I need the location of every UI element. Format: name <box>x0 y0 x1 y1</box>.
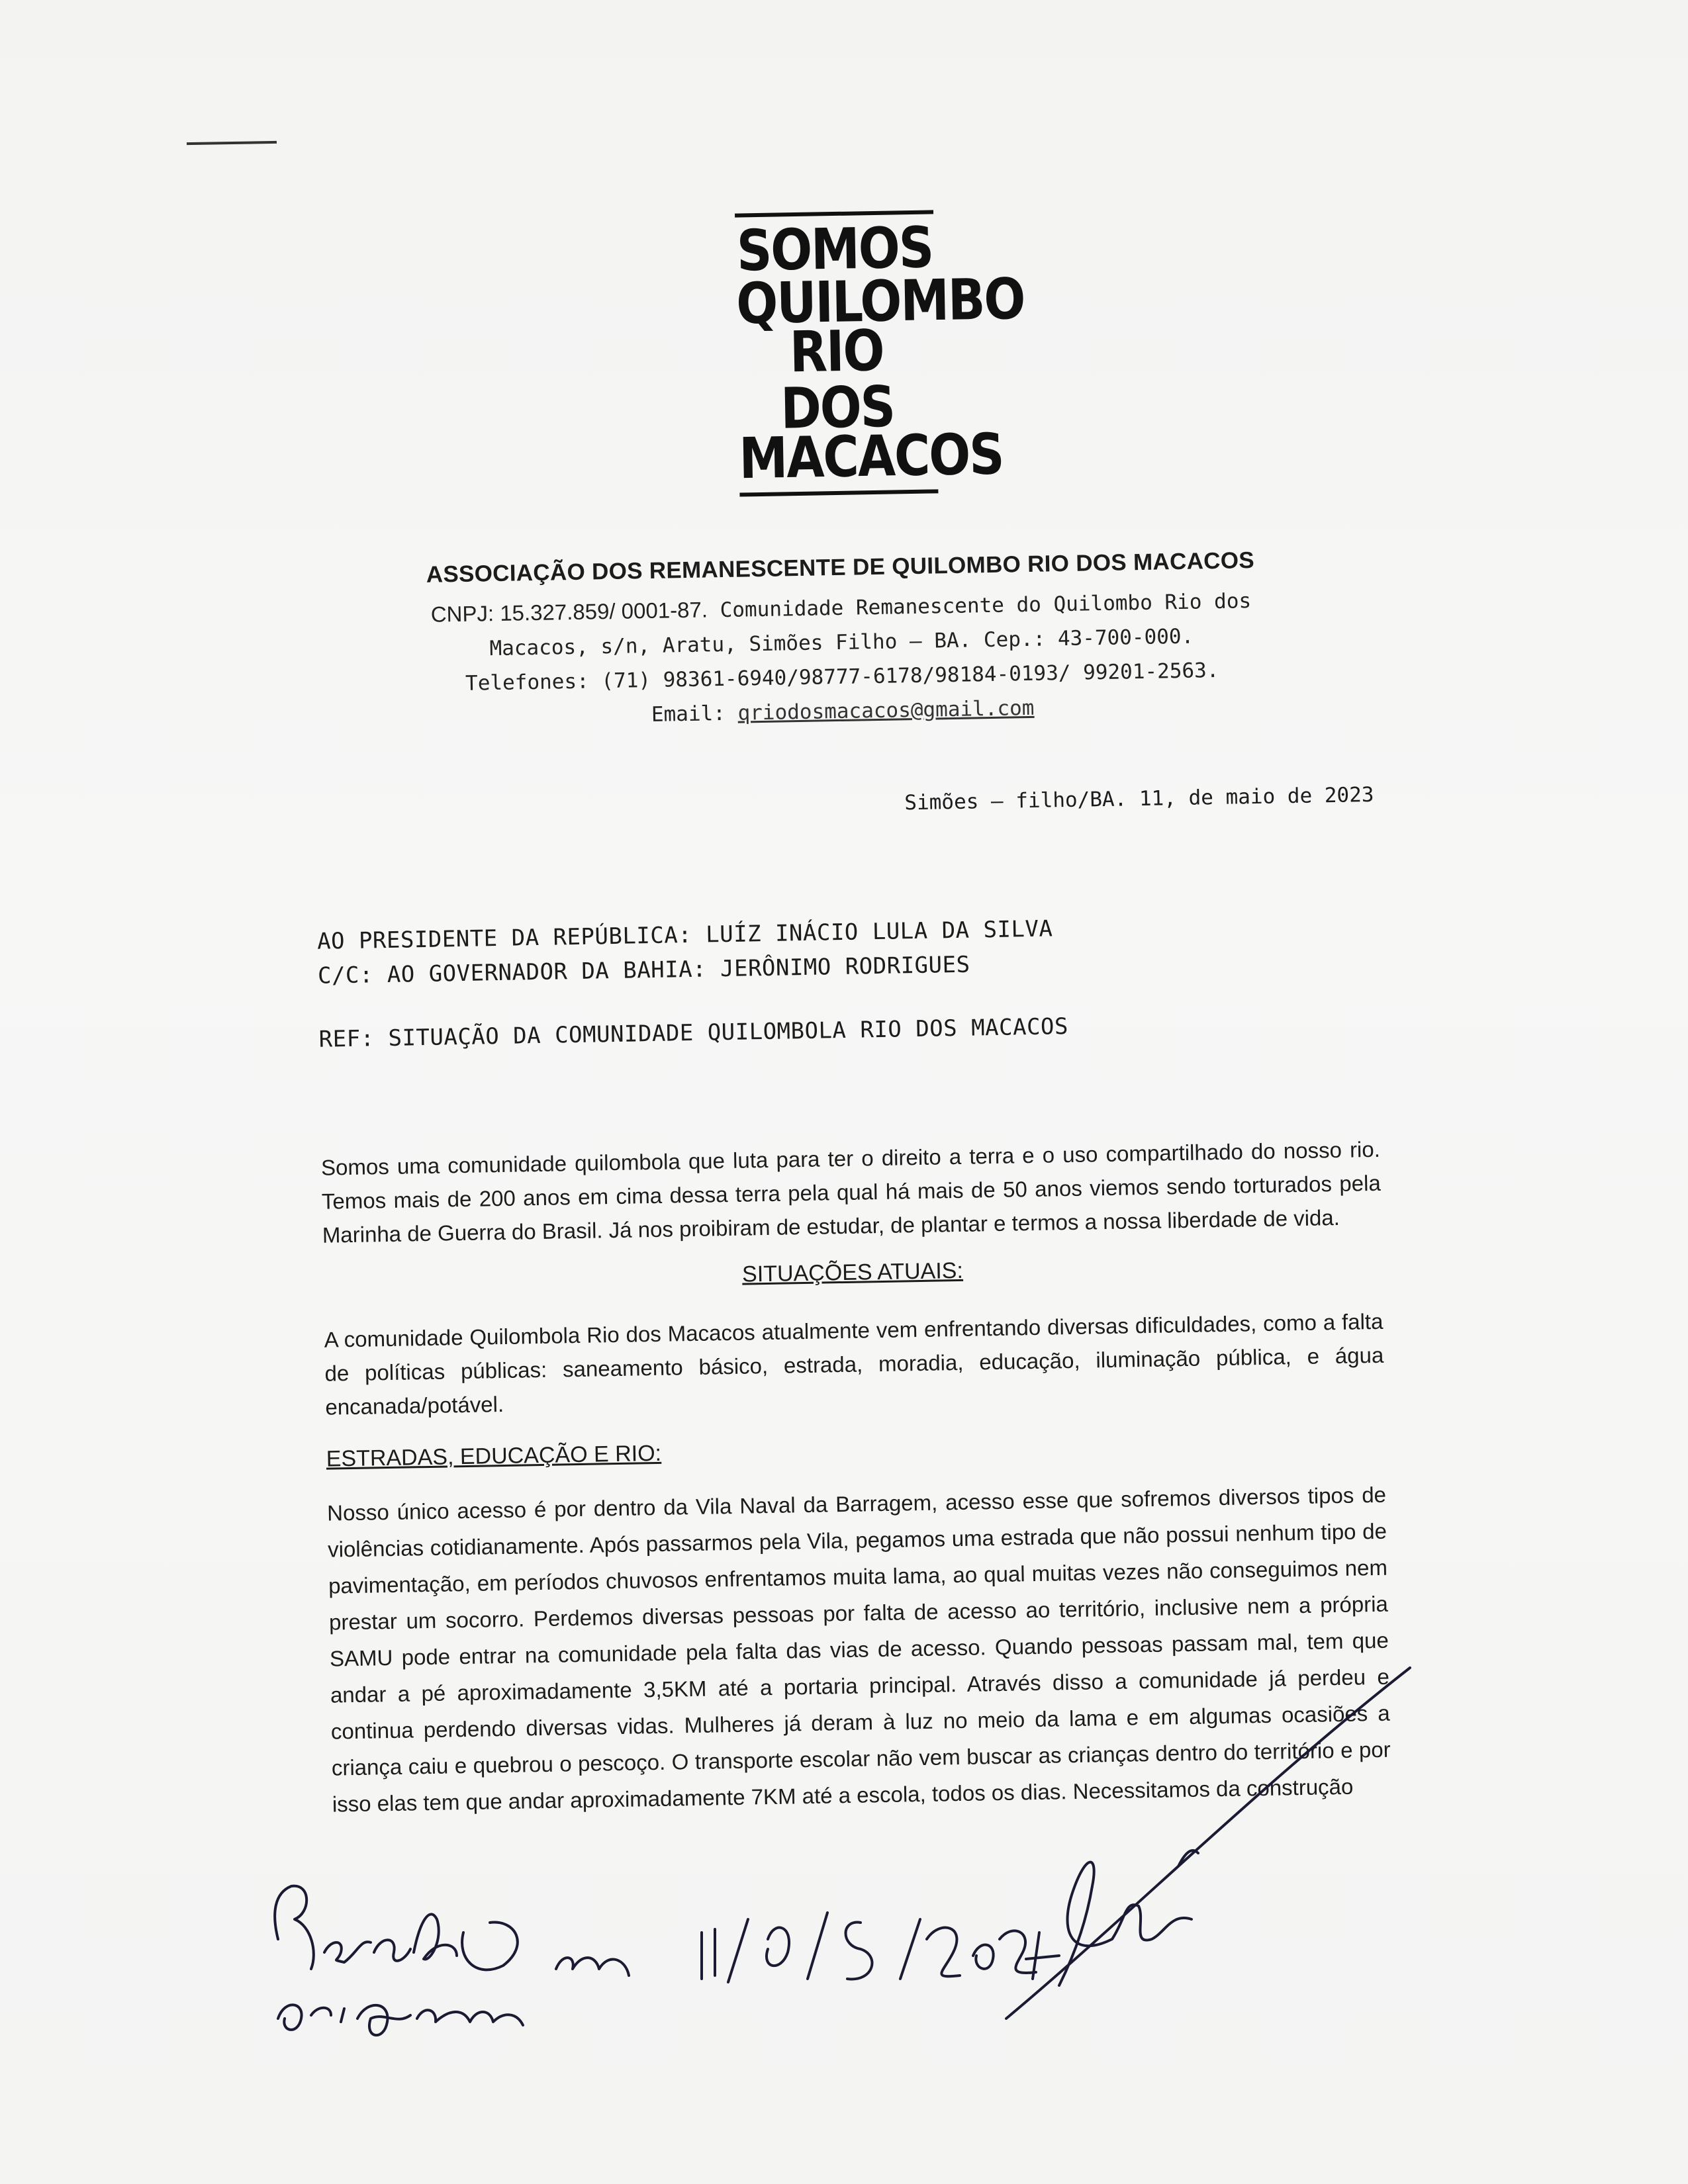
organization-info <box>311 581 1372 738</box>
date-line: Simões – filho/BA. 11, de maio de 2023 <box>904 782 1374 815</box>
phones: Telefones: (71) 98361-6940/98777-6178/98184-0193/ 99201-2563. <box>465 658 1219 696</box>
recipients <box>317 906 1378 993</box>
organization-name: ASSOCIAÇÃO DOS REMANESCENTE DE QUILOMBO RIO DOS MACACOS <box>426 547 1255 588</box>
address-line-2: Macacos, s/n, Aratu, Simões Filho – BA. Cep.: 43-700-000. <box>489 624 1194 661</box>
logo-line: MACACOS <box>738 422 1004 492</box>
somos-quilombo-logo <box>735 210 1025 496</box>
intro-paragraph: Somos uma comunidade quilombola que luta para ter o direito a terra e o uso compartilhado do nosso rio. Temos mais de 200 anos em cima dessa terra pela qual há mais de 50 anos viemos sendo torturados pela Marinha de Guerra do Brasil. Já nos proibiram de estudar, de plantar e termos a nossa liberdade de vida. <box>320 1136 1382 1248</box>
email-label: Email: <box>651 701 726 727</box>
recipient-president: AO PRESIDENTE DA REPÚBLICA: LUÍZ INÁCIO LULA DA SILVA <box>316 915 1053 955</box>
letter-body <box>305 203 1391 1823</box>
scan-mark <box>187 141 277 145</box>
logo-line: SOMOS <box>736 214 933 285</box>
email-link[interactable]: qriodosmacacos@gmail.com <box>737 696 1035 725</box>
logo-line: QUILOMBO <box>735 266 1025 338</box>
cnpj: CNPJ: 15.327.859/ 0001-87. <box>430 597 708 627</box>
current-situations-paragraph: A comunidade Quilombola Rio dos Macacos atualmente vem enfrentando diversas dificuldades, como a falta de políticas públicas: saneamento básico, estrada, moradia, educação, iluminação pública, e água encanada/potável. <box>324 1308 1384 1420</box>
roads-education-river-paragraph: Nosso único acesso é por dentro da Vila Naval da Barragem, acesso esse que sofremos diversos tipos de violências cotidianamente. Após passarmos pela Vila, pegamos uma estrada que não possui nenhum tipo de pavimentação, em períodos chuvosos enfrentamos muita lama, ao qual muitas vezes não conseguimos nem prestar um socorro. Perdemos diversas pessoas por falta de acesso ao território, inclusive nem a própria SAMU pode entrar na comunidade pela falta das vias de acesso. Quando pessoas passam mal, tem que andar a pé aproximadamente 3,5KM até a portaria principal. Através disso a comunidade já perdeu e continua perdendo diversas vidas. Mulheres já deram à luz no meio da lama e em algumas ocasiões a criança caiu e quebrou o pescoço. O transporte escolar não vem buscar as crianças dentro do território e por isso elas tem que andar aproximadamente 7KM até a escola, todos os dias. Necessitamos da construção <box>326 1482 1391 1817</box>
reference-line: REF: SITUAÇÃO DA COMUNIDADE QUILOMBOLA RIO DOS MACACOS <box>318 1013 1069 1053</box>
section-title-roads-education-river: ESTRADAS, EDUCAÇÃO E RIO: <box>326 1440 662 1472</box>
address-line-1: Comunidade Remanescente do Quilombo Rio dos <box>720 589 1252 623</box>
logo-line: RIO DOS <box>780 318 895 442</box>
recipient-governor: C/C: AO GOVERNADOR DA BAHIA: JERÔNIMO RODRIGUES <box>317 951 970 989</box>
section-title-current-situations: SITUAÇÕES ATUAIS: <box>741 1257 964 1287</box>
